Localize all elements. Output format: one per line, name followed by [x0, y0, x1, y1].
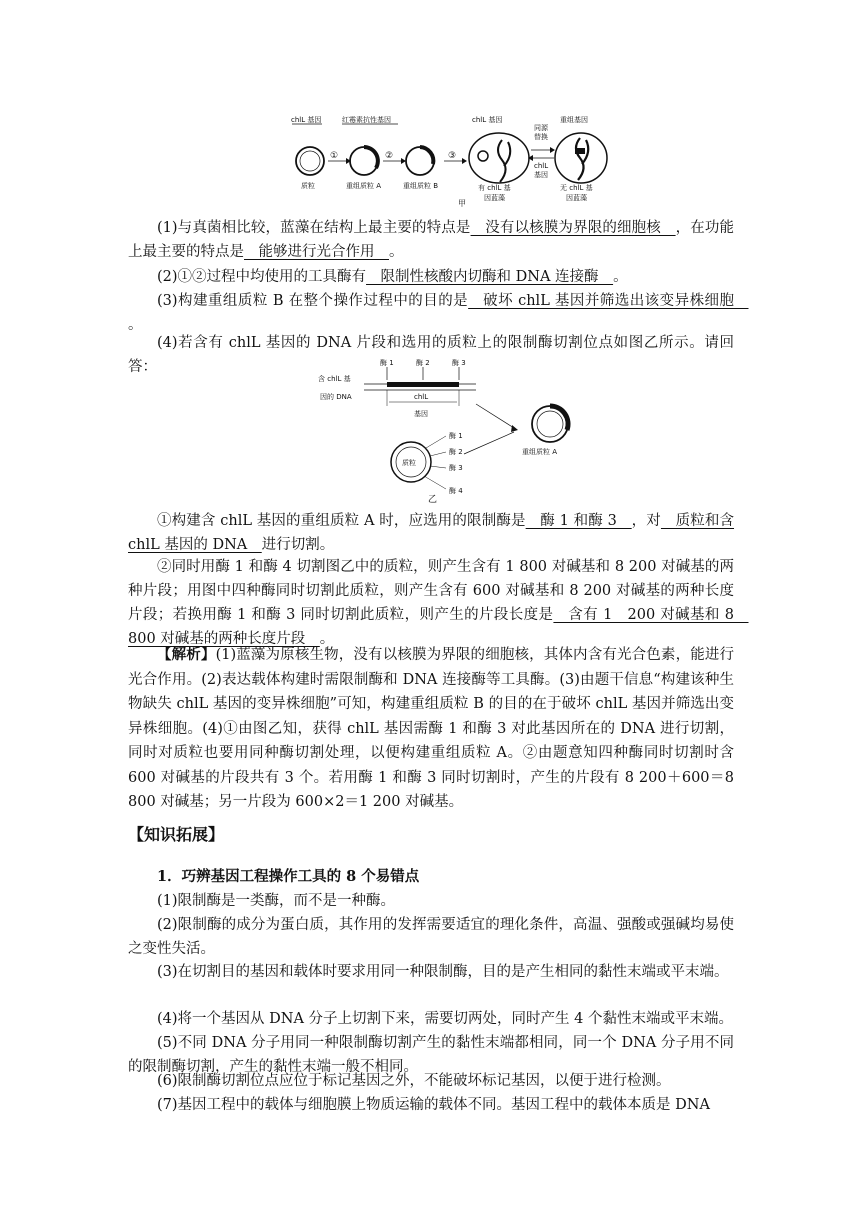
analysis-label: 【解析】: [157, 646, 216, 663]
q1-answer-2: 能够进行光合作用: [244, 244, 389, 260]
svg-text:替换: 替换: [534, 133, 548, 141]
label-recomb-a: 重组质粒 A: [346, 182, 382, 190]
svg-text:基因: 基因: [534, 171, 548, 179]
label-recomb-b: 重组质粒 B: [403, 182, 439, 190]
svg-text:无 chlL 基: 无 chlL 基: [560, 184, 593, 192]
analysis: 【解析】(1)蓝藻为原核生物，没有以核膜为界限的细胞核，其体内含有光合色素，能进行光合作用。(2)表达载体构建时需限制酶和 DNA 连接酶等工具酶。(3)由题干信息“构建该种生物缺失 chlL 基因的变异株细胞”可知，构建重组质粒 B 的目的在于破坏 chlL 基因并筛选出变异株细胞。(4)①由图乙知，获得 chlL 基因需酶 1 和酶 3 对此基因所在的 DNA 进行切割，同时对质粒也要用同种酶切割处理，以便构建重组质粒 A。②由题意知四种酶同时切割时含 600 对碱基的片段共有 3 个。若用酶 1 和酶 3 同时切割时，产生的片段有 8 200＋600＝8 800 对碱基；另一片段为 600×2＝1 200 对碱基。: [128, 646, 734, 810]
svg-text:重组质粒 A: 重组质粒 A: [522, 448, 558, 456]
ext-point-4: (4)将一个基因从 DNA 分子上切割下来，需要切两处，同时产生 4 个黏性末端或平末端。: [157, 1011, 733, 1027]
svg-text:①: ①: [330, 151, 339, 161]
svg-text:有 chlL 基: 有 chlL 基: [478, 184, 511, 192]
svg-text:酶 4: 酶 4: [449, 487, 463, 495]
ext-point-1: (1)限制酶是一类酶，而不是一种酶。: [157, 893, 396, 909]
question-4b: ②同时用酶 1 和酶 4 切割图乙中的质粒，则产生含有 1 800 对碱基和 8 200 对碱基的两种片段；用图中四种酶同时切割此质粒，则产生含有 600 对碱基和 8 200 对碱基的两种长度片段；若换用酶 1 和酶 3 同时切割此质粒，则产生的片段长度是 含有 1 200 对碱基和 8 800 对碱基的两种长度片段 。: [128, 559, 749, 647]
svg-text:③: ③: [448, 151, 457, 161]
question-2: (2)①②过程中均使用的工具酶有 限制性核酸内切酶和 DNA 连接酶 。: [157, 269, 628, 285]
svg-text:同源: 同源: [534, 124, 548, 132]
svg-text:含 chlL 基: 含 chlL 基: [318, 375, 351, 383]
label-erythro-gene: 红霉素抗性基因: [342, 116, 391, 124]
svg-text:甲: 甲: [458, 199, 466, 208]
svg-text:chlL: chlL: [414, 393, 429, 401]
figure-jia: [288, 108, 608, 208]
svg-text:重组基因: 重组基因: [560, 116, 588, 124]
svg-text:酶 2: 酶 2: [449, 448, 463, 456]
ext-point-2: (2)限制酶的成分为蛋白质，其作用的发挥需要适宜的理化条件，高温、强酸或强碱均易使之变性失活。: [128, 917, 734, 957]
q4a-answer-1: 酶 1 和酶 3: [525, 513, 632, 529]
svg-text:质粒: 质粒: [402, 459, 416, 467]
svg-text:因蓝藻: 因蓝藻: [566, 194, 587, 202]
label-plasmid: 质粒: [301, 182, 315, 190]
question-3: (3)构建重组质粒 B 在整个操作过程中的目的是 破坏 chlL 基因并筛选出该变异株细胞 。: [128, 293, 749, 333]
ext-point-3: (3)在切割目的基因和载体时要求用同一种限制酶，目的是产生相同的黏性末端或平末端。: [157, 964, 729, 980]
svg-text:酶 3: 酶 3: [452, 359, 466, 367]
svg-text:因的 DNA: 因的 DNA: [320, 393, 352, 401]
section-title: 【知识拓展】: [128, 825, 225, 844]
svg-text:基因: 基因: [414, 410, 428, 418]
q1-answer-1: 没有以核膜为界限的细胞核: [470, 220, 676, 236]
svg-text:因蓝藻: 因蓝藻: [484, 194, 505, 202]
svg-text:酶 1: 酶 1: [449, 432, 463, 440]
ext-title: 1．巧辨基因工程操作工具的 8 个易错点: [157, 868, 420, 885]
dna-segment: [387, 382, 459, 387]
svg-text:酶 2: 酶 2: [416, 359, 430, 367]
figure-yi: [316, 356, 586, 504]
question-1: (1)与真菌相比较，蓝藻在结构上最主要的特点是 没有以核膜为界限的细胞核 ，在功能上最主要的特点是 能够进行光合作用 。: [128, 220, 735, 260]
svg-text:chlL: chlL: [534, 162, 549, 170]
ext-point-6: (6)限制酶切割位点应位于标记基因之外，不能破坏标记基因，以便于进行检测。: [157, 1073, 671, 1089]
q2-answer: 限制性核酸内切酶和 DNA 连接酶: [366, 269, 614, 285]
question-4a: ①构建含 chlL 基因的重组质粒 A 时，应选用的限制酶是 酶 1 和酶 3 ，对 质粒和含 chlL 基因的 DNA 进行切割。: [128, 513, 735, 553]
label-chll-gene: chlL 基因: [291, 116, 322, 124]
svg-text:酶 1: 酶 1: [380, 359, 394, 367]
q4a-answer-2: 质粒和含 chlL 基因的 DNA: [128, 513, 735, 553]
svg-text:乙: 乙: [428, 495, 438, 504]
q4b-answer: 含有 1 200 对碱基和 8 800 对碱基的两种长度片段: [128, 607, 749, 647]
question-4: (4)若含有 chlL 基因的 DNA 片段和选用的质粒上的限制酶切割位点如图乙所示。请回答：: [128, 335, 734, 375]
ext-point-5: (5)不同 DNA 分子用同一种限制酶切割产生的黏性末端都相同，同一个 DNA 分子用不同的限制酶切割，产生的黏性末端一般不相同。: [128, 1035, 734, 1075]
svg-text:②: ②: [385, 151, 394, 161]
svg-text:chlL 基因: chlL 基因: [472, 116, 503, 124]
ext-point-7: (7)基因工程中的载体与细胞膜上物质运输的载体不同。基因工程中的载体本质是 DNA: [157, 1097, 710, 1113]
q3-answer: 破坏 chlL 基因并筛选出该变异株细胞: [468, 293, 749, 309]
svg-text:酶 3: 酶 3: [449, 464, 463, 472]
